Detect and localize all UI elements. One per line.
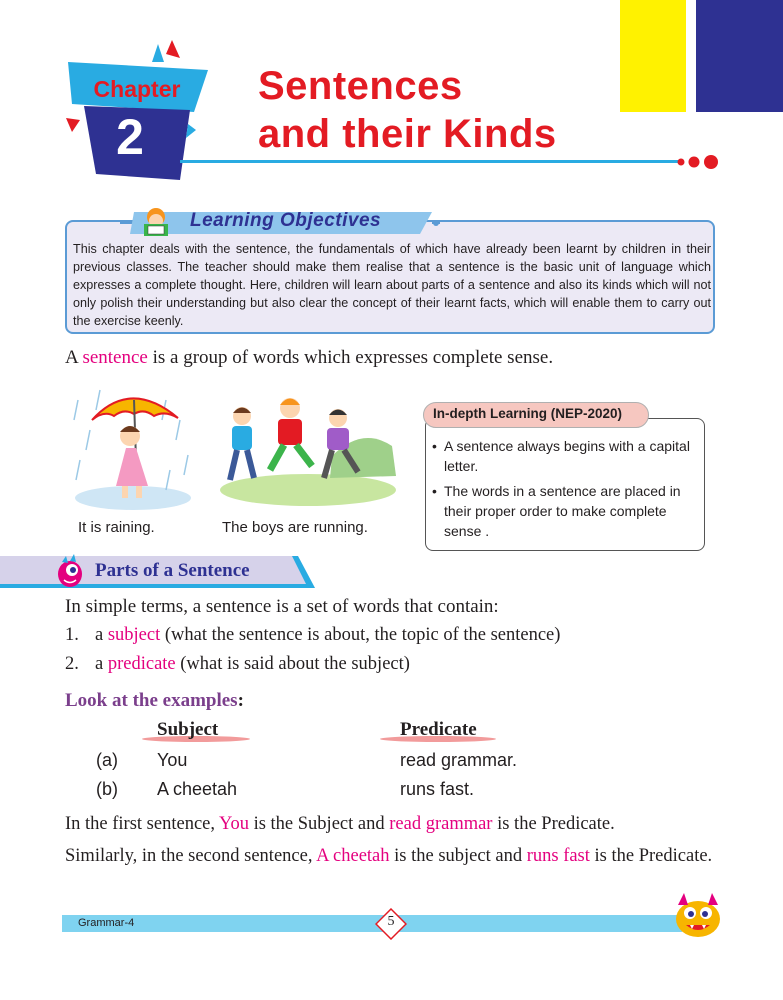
definition-after: is a group of words which expresses complete sense. xyxy=(147,347,554,368)
girl-in-rain-illustration xyxy=(70,380,196,512)
explanation-paragraph-1 xyxy=(65,814,615,835)
examples-heading xyxy=(65,690,244,712)
item-post: (what the sentence is about, the topic of the sentence) xyxy=(160,625,561,645)
subject-column-header: Subject xyxy=(157,719,219,740)
yellow-corner-block xyxy=(620,0,686,112)
title-underline xyxy=(180,160,680,163)
chapter-label: Chapter xyxy=(93,76,181,102)
text-run: is the Subject and xyxy=(248,814,390,834)
text-run: is the subject and xyxy=(389,846,527,866)
text-run: In the first sentence, xyxy=(65,814,219,834)
in-depth-bullet xyxy=(432,481,694,541)
example-predicate: read grammar. xyxy=(400,750,518,770)
example-label: (a) xyxy=(96,750,118,770)
chapter-title-line2: and their Kinds xyxy=(258,112,557,156)
monster-mascot-icon xyxy=(52,554,88,590)
bullet-dot-icon: • xyxy=(432,438,437,454)
item-pre: a xyxy=(95,654,108,674)
text-run: is the Predicate. xyxy=(492,814,615,834)
parts-intro: In simple terms, a sentence is a set of words that contain: xyxy=(65,596,499,617)
predicate-column-header: Predicate xyxy=(400,719,477,740)
highlight-run: A cheetah xyxy=(316,846,390,866)
parts-heading: Parts of a Sentence xyxy=(95,560,250,581)
explanation-paragraph-2 xyxy=(65,843,718,870)
page-number: 5 xyxy=(387,914,395,929)
highlight-run: read grammar xyxy=(389,814,493,834)
item-pre: a xyxy=(95,625,108,645)
example-subject: A cheetah xyxy=(157,779,238,799)
definition-highlight: sentence xyxy=(82,347,148,368)
footer-bar xyxy=(62,915,682,932)
caption-raining: It is raining. xyxy=(78,519,155,536)
examples-heading-colon: : xyxy=(237,690,244,711)
chapter-title-line1: Sentences xyxy=(258,64,463,108)
list-item xyxy=(65,625,560,646)
learning-objectives-text: This chapter deals with the sentence, the fundamentals of which have already been learnt by children in their previous classes. The teacher should make them realise that a sentence is the basic unit of language which expresses a complete thought. Here, children will learn about parts of a sentence and also its kinds which will not only polish their understanding but also clear the concept of their learnt facts, which will enable them to carry out the exercise keenly. xyxy=(73,242,711,328)
example-predicate: runs fast. xyxy=(400,779,475,799)
footer-book-title: Grammar-4 xyxy=(78,917,135,929)
caption-running: The boys are running. xyxy=(222,519,368,536)
item-highlight: subject xyxy=(107,625,161,645)
text-run: Similarly, in the second sentence, xyxy=(65,846,317,866)
example-subject: You xyxy=(157,750,188,770)
footer-monster-icon xyxy=(670,893,726,939)
example-label: (b) xyxy=(96,779,118,799)
examples-heading-text: Look at the examples xyxy=(65,690,238,711)
chapter-number: 2 xyxy=(116,109,144,165)
in-depth-bullet xyxy=(432,436,694,476)
list-item xyxy=(65,654,410,675)
highlight-run: You xyxy=(218,814,249,834)
boy-middle xyxy=(270,398,312,470)
learning-objectives-title: Learning Objectives xyxy=(190,210,382,231)
item-highlight: predicate xyxy=(107,654,176,674)
text-run: is the Predicate. xyxy=(589,846,713,866)
navy-corner-block xyxy=(696,0,783,112)
bullet-text: The words in a sentence are placed in their proper order to make complete sense . xyxy=(444,483,681,539)
boys-running-illustration xyxy=(212,386,398,508)
highlight-run: runs fast xyxy=(526,846,590,866)
boy-left xyxy=(230,407,254,480)
sentence-definition xyxy=(65,347,553,369)
in-depth-learning-title: In-depth Learning (NEP-2020) xyxy=(433,406,623,421)
item-number: 2. xyxy=(65,654,79,674)
definition-before: A xyxy=(65,347,83,368)
item-number: 1. xyxy=(65,625,79,645)
title-dots-icon xyxy=(676,154,720,170)
bullet-dot-icon: • xyxy=(432,483,437,499)
item-post: (what is said about the subject) xyxy=(175,654,410,674)
bullet-text: A sentence always begins with a capital letter. xyxy=(444,438,690,474)
